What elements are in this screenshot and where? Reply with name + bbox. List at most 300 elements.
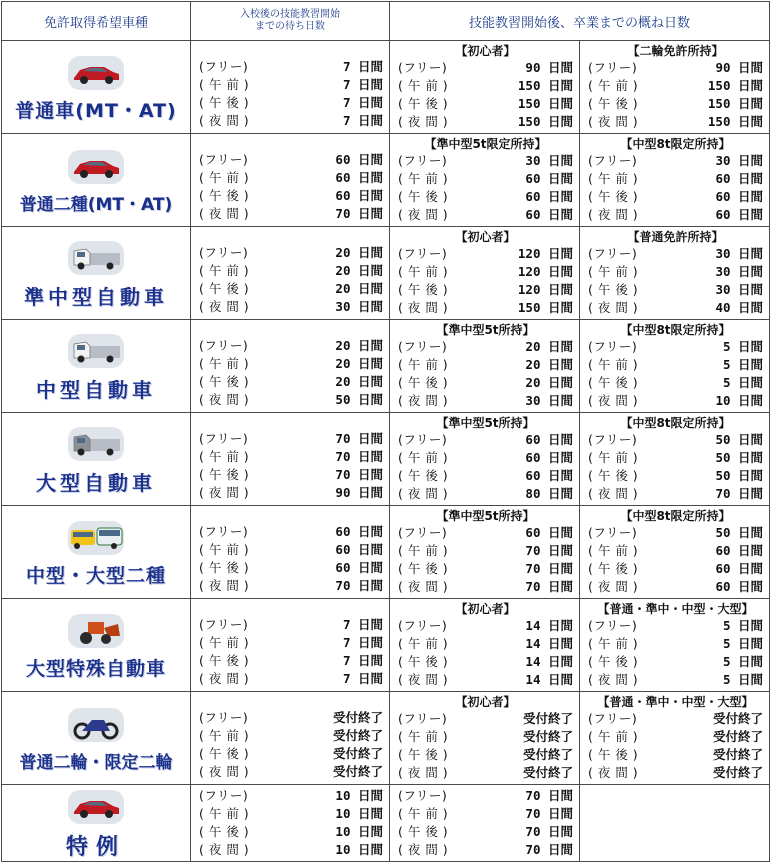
days-value: 50 日間	[335, 392, 383, 407]
license-condition-label: 【初心者】	[455, 230, 516, 244]
days-value: 7 日間	[342, 617, 383, 632]
days-value: 20 日間	[525, 357, 573, 372]
schedule-line	[588, 746, 763, 764]
graduation-days-cell	[390, 506, 580, 599]
schedule-line	[199, 355, 383, 373]
days-value: 受付終了	[522, 711, 573, 726]
session-label: ( 午 後 )	[588, 96, 639, 111]
days-value: 60 日間	[525, 189, 573, 204]
schedule-line	[588, 617, 763, 635]
days-value: 30 日間	[715, 246, 764, 261]
schedule-line	[588, 356, 763, 374]
session-label: (フリー)	[199, 710, 249, 725]
schedule-line	[588, 152, 763, 170]
days-value: 30 日間	[525, 393, 573, 408]
vehicle-name: 普通車(MT・AT)	[15, 99, 177, 122]
session-label: ( 午 後 )	[199, 824, 250, 839]
session-label: ( 午 前 )	[199, 728, 250, 743]
wait-days-cell	[191, 599, 390, 692]
schedule-line	[588, 374, 763, 392]
days-value: 受付終了	[713, 765, 764, 780]
schedule-line	[588, 728, 763, 746]
session-label: ( 夜 間 )	[588, 486, 639, 501]
session-label: ( 夜 間 )	[588, 114, 639, 129]
graduation-days-list	[390, 227, 579, 319]
days-value: 50 日間	[715, 450, 764, 465]
days-value: 受付終了	[522, 765, 573, 780]
graduation-days-cell	[390, 785, 580, 862]
schedule-line	[199, 298, 383, 316]
session-label: ( 午 前 )	[588, 543, 639, 558]
schedule-line	[199, 709, 383, 727]
graduation-days-list	[390, 41, 579, 133]
days-value: 70 日間	[335, 206, 383, 221]
days-value: 60 日間	[715, 189, 764, 204]
schedule-line	[398, 578, 573, 596]
session-label: ( 午 前 )	[398, 357, 449, 372]
days-value: 70 日間	[525, 824, 573, 839]
session-label: ( 夜 間 )	[588, 300, 639, 315]
session-label: ( 午 後 )	[398, 561, 449, 576]
wait-days-cell	[191, 785, 390, 862]
schedule-line	[398, 338, 573, 356]
graduation-days-list	[580, 134, 769, 226]
vehicle-cell	[2, 320, 191, 413]
session-label: ( 午 前 )	[199, 806, 250, 821]
session-label: (フリー)	[398, 788, 448, 803]
days-value: 60 日間	[335, 542, 383, 557]
schedule-line	[398, 617, 573, 635]
days-value: 受付終了	[522, 729, 573, 744]
graduation-days-list	[390, 134, 579, 226]
graduation-days-list	[390, 320, 579, 412]
schedule-line	[199, 559, 383, 577]
graduation-days-cell	[390, 599, 580, 692]
schedule-line	[398, 77, 573, 95]
license-condition-label: 【初心者】	[455, 695, 516, 709]
days-value: 70 日間	[335, 578, 383, 593]
header-graduation-days: 技能教習開始後、卒業までの概ね日数	[390, 2, 770, 41]
days-value: 受付終了	[713, 747, 764, 762]
days-value: 70 日間	[525, 543, 573, 558]
schedule-line	[199, 151, 383, 169]
days-value: 60 日間	[715, 579, 764, 594]
days-value: 20 日間	[335, 245, 383, 260]
red-car-icon	[2, 150, 190, 188]
schedule-line	[398, 206, 573, 224]
graduation-days-cell	[580, 227, 770, 320]
wait-days-list	[191, 321, 389, 411]
schedule-line	[398, 805, 573, 823]
session-label: ( 午 後 )	[588, 375, 639, 390]
schedule-line	[199, 841, 383, 859]
header-wait-days-line2: までの待ち日数	[255, 21, 325, 32]
session-label: ( 午 前 )	[398, 806, 449, 821]
session-label: ( 午 後 )	[199, 467, 250, 482]
graduation-days-list	[580, 413, 769, 505]
schedule-line	[398, 542, 573, 560]
days-value: 150 日間	[707, 96, 764, 111]
session-label: ( 午 前 )	[199, 635, 250, 650]
vehicle-name: 普通二輪・限定二輪	[19, 752, 173, 773]
session-label: ( 午 後 )	[199, 374, 250, 389]
license-condition-label: 【中型8t限定所持】	[620, 137, 731, 151]
days-value: 60 日間	[335, 188, 383, 203]
schedule-line	[398, 95, 573, 113]
session-label: ( 午 後 )	[398, 189, 449, 204]
graduation-days-cell	[390, 692, 580, 785]
session-label: ( 午 後 )	[398, 375, 449, 390]
session-label: ( 午 後 )	[199, 560, 250, 575]
days-value: 150 日間	[517, 96, 573, 111]
session-label: ( 午 後 )	[588, 282, 639, 297]
schedule-line	[199, 823, 383, 841]
session-label: (フリー)	[199, 338, 249, 353]
schedule-line	[588, 113, 763, 131]
table-row	[2, 413, 770, 506]
graduation-days-list	[580, 506, 769, 598]
session-label: ( 夜 間 )	[398, 579, 449, 594]
session-label: ( 午 前 )	[199, 77, 250, 92]
schedule-line	[588, 542, 763, 560]
session-label: ( 午 後 )	[398, 96, 449, 111]
header-wait-days	[191, 2, 390, 41]
schedule-line	[199, 76, 383, 94]
schedule-line	[588, 281, 763, 299]
table-row	[2, 785, 770, 862]
schedule-line	[398, 449, 573, 467]
graduation-days-list	[390, 413, 579, 505]
motorcycle-icon	[2, 708, 190, 746]
license-condition-label: 【準中型5t所持】	[436, 509, 535, 523]
graduation-days-list	[390, 506, 579, 598]
schedule-line	[199, 94, 383, 112]
graduation-days-cell	[580, 413, 770, 506]
schedule-table	[1, 1, 770, 862]
days-value: 60 日間	[335, 152, 383, 167]
wait-days-list	[191, 785, 389, 861]
license-condition-label: 【準中型5t所持】	[436, 416, 535, 430]
session-label: (フリー)	[199, 788, 249, 803]
schedule-line	[588, 467, 763, 485]
session-label: ( 夜 間 )	[398, 486, 449, 501]
schedule-line	[398, 281, 573, 299]
session-label: ( 夜 間 )	[199, 578, 250, 593]
days-value: 150 日間	[517, 78, 573, 93]
schedule-line	[199, 577, 383, 595]
vehicle-name: 普通二種(MT・AT)	[19, 194, 173, 215]
schedule-line	[398, 152, 573, 170]
graduation-days-list	[580, 692, 769, 784]
session-label: (フリー)	[398, 711, 448, 726]
days-value: 5 日間	[722, 618, 764, 633]
days-value: 20 日間	[525, 339, 573, 354]
session-label: ( 午 前 )	[588, 729, 639, 744]
days-value: 90 日間	[525, 60, 573, 75]
schedule-line	[199, 763, 383, 781]
schedule-line	[398, 467, 573, 485]
small-truck-icon	[2, 241, 190, 279]
license-condition-label: 【中型8t限定所持】	[620, 509, 731, 523]
days-value: 5 日間	[722, 375, 764, 390]
days-value: 30 日間	[715, 282, 764, 297]
session-label: (フリー)	[398, 618, 448, 633]
days-value: 150 日間	[707, 78, 764, 93]
days-value: 40 日間	[715, 300, 764, 315]
license-condition-label: 【準中型5t所持】	[436, 323, 535, 337]
session-label: ( 午 後 )	[398, 654, 449, 669]
graduation-days-cell	[390, 134, 580, 227]
session-label: ( 午 前 )	[398, 543, 449, 558]
schedule-line	[398, 356, 573, 374]
schedule-line	[199, 112, 383, 130]
days-value: 60 日間	[525, 432, 573, 447]
schedule-line	[588, 245, 763, 263]
days-value: 60 日間	[525, 525, 573, 540]
session-label: ( 夜 間 )	[199, 392, 250, 407]
session-label: ( 午 前 )	[398, 78, 449, 93]
session-label: ( 夜 間 )	[398, 207, 449, 222]
wait-days-cell	[191, 692, 390, 785]
session-label: (フリー)	[398, 432, 448, 447]
graduation-days-cell	[580, 692, 770, 785]
graduation-days-list	[580, 320, 769, 412]
days-value: 60 日間	[335, 560, 383, 575]
vehicle-cell	[2, 506, 191, 599]
days-value: 受付終了	[332, 746, 383, 761]
days-value: 150 日間	[517, 300, 573, 315]
vehicle-name: 大型自動車	[36, 470, 156, 495]
schedule-line	[398, 823, 573, 841]
session-label: (フリー)	[398, 339, 448, 354]
days-value: 60 日間	[525, 207, 573, 222]
session-label: ( 午 前 )	[398, 729, 449, 744]
wait-days-list	[191, 42, 389, 132]
graduation-days-list	[580, 227, 769, 319]
graduation-days-cell	[580, 785, 770, 862]
schedule-line	[199, 391, 383, 409]
schedule-line	[199, 541, 383, 559]
vehicle-name: 特例	[65, 834, 126, 860]
days-value: 90 日間	[335, 485, 383, 500]
days-value: 60 日間	[715, 561, 764, 576]
days-value: 20 日間	[335, 281, 383, 296]
session-label: (フリー)	[588, 153, 638, 168]
schedule-line	[199, 745, 383, 763]
schedule-line	[398, 787, 573, 805]
session-label: ( 午 後 )	[398, 468, 449, 483]
days-value: 5 日間	[722, 339, 764, 354]
days-value: 7 日間	[342, 113, 383, 128]
schedule-line	[588, 578, 763, 596]
session-label: ( 夜 間 )	[199, 671, 250, 686]
graduation-days-list	[390, 599, 579, 691]
schedule-line	[588, 338, 763, 356]
graduation-days-cell	[390, 413, 580, 506]
days-value: 14 日間	[525, 618, 573, 633]
session-label: (フリー)	[588, 246, 638, 261]
session-label: ( 午 前 )	[398, 264, 449, 279]
schedule-line	[588, 449, 763, 467]
days-value: 7 日間	[342, 635, 383, 650]
schedule-line	[398, 188, 573, 206]
session-label: (フリー)	[199, 59, 249, 74]
days-value: 7 日間	[342, 77, 383, 92]
session-label: (フリー)	[199, 524, 249, 539]
schedule-line	[588, 59, 763, 77]
session-label: (フリー)	[588, 339, 638, 354]
schedule-line	[588, 653, 763, 671]
days-value: 120 日間	[517, 264, 573, 279]
session-label: ( 午 後 )	[588, 654, 639, 669]
session-label: ( 夜 間 )	[398, 300, 449, 315]
vehicle-cell	[2, 227, 191, 320]
wait-days-list	[191, 693, 389, 783]
days-value: 150 日間	[707, 114, 764, 129]
table-row	[2, 692, 770, 785]
session-label: ( 夜 間 )	[398, 842, 449, 857]
session-label: ( 夜 間 )	[199, 113, 250, 128]
vehicle-name: 中型自動車	[36, 377, 156, 402]
days-value: 7 日間	[342, 653, 383, 668]
wait-days-cell	[191, 413, 390, 506]
schedule-line	[199, 373, 383, 391]
session-label: ( 午 前 )	[398, 450, 449, 465]
schedule-line	[588, 206, 763, 224]
graduation-days-list	[390, 785, 579, 861]
days-value: 受付終了	[713, 729, 764, 744]
session-label: ( 午 前 )	[588, 171, 639, 186]
session-label: ( 午 後 )	[398, 747, 449, 762]
session-label: (フリー)	[588, 525, 638, 540]
schedule-line	[588, 95, 763, 113]
session-label: ( 夜 間 )	[588, 672, 639, 687]
session-label: ( 午 前 )	[199, 542, 250, 557]
wait-days-list	[191, 600, 389, 690]
session-label: ( 夜 間 )	[588, 765, 639, 780]
days-value: 10 日間	[335, 788, 383, 803]
vehicle-name: 準中型自動車	[24, 284, 168, 309]
session-label: ( 夜 間 )	[199, 764, 250, 779]
session-label: ( 夜 間 )	[588, 579, 639, 594]
days-value: 20 日間	[335, 356, 383, 371]
red-sedan-icon	[2, 56, 190, 94]
table-row	[2, 41, 770, 134]
session-label: ( 午 前 )	[588, 264, 639, 279]
days-value: 70 日間	[525, 579, 573, 594]
table-body	[2, 41, 770, 862]
vehicle-cell	[2, 41, 191, 134]
days-value: 受付終了	[522, 747, 573, 762]
days-value: 60 日間	[525, 171, 573, 186]
session-label: ( 午 後 )	[588, 468, 639, 483]
schedule-line	[199, 262, 383, 280]
days-value: 30 日間	[715, 153, 764, 168]
license-condition-label: 【中型8t限定所持】	[620, 416, 731, 430]
license-condition-label: 【初心者】	[455, 602, 516, 616]
days-value: 14 日間	[525, 636, 573, 651]
schedule-line	[199, 58, 383, 76]
schedule-line	[199, 337, 383, 355]
days-value: 90 日間	[715, 60, 764, 75]
schedule-line	[398, 113, 573, 131]
schedule-line	[398, 635, 573, 653]
days-value: 10 日間	[335, 842, 383, 857]
red-car-icon	[2, 790, 190, 828]
license-condition-label: 【中型8t限定所持】	[620, 323, 731, 337]
bus-icon	[2, 521, 190, 559]
session-label: (フリー)	[588, 618, 638, 633]
session-label: (フリー)	[588, 60, 638, 75]
graduation-days-cell	[580, 506, 770, 599]
graduation-days-cell	[390, 41, 580, 134]
schedule-line	[199, 448, 383, 466]
session-label: ( 午 後 )	[588, 747, 639, 762]
session-label: (フリー)	[588, 711, 638, 726]
days-value: 10 日間	[335, 824, 383, 839]
schedule-line	[588, 188, 763, 206]
session-label: ( 夜 間 )	[199, 485, 250, 500]
schedule-line	[398, 728, 573, 746]
session-label: ( 午 前 )	[588, 78, 639, 93]
days-value: 60 日間	[525, 450, 573, 465]
schedule-line	[199, 523, 383, 541]
session-label: ( 夜 間 )	[588, 207, 639, 222]
session-label: ( 午 後 )	[398, 282, 449, 297]
session-label: ( 午 前 )	[199, 170, 250, 185]
schedule-line	[398, 431, 573, 449]
graduation-days-cell	[580, 134, 770, 227]
schedule-line	[199, 787, 383, 805]
schedule-line	[199, 805, 383, 823]
days-value: 80 日間	[525, 486, 573, 501]
schedule-line	[398, 392, 573, 410]
days-value: 20 日間	[335, 263, 383, 278]
graduation-days-list	[580, 41, 769, 133]
schedule-line	[199, 280, 383, 298]
days-value: 7 日間	[342, 671, 383, 686]
wait-days-cell	[191, 134, 390, 227]
session-label: ( 夜 間 )	[199, 299, 250, 314]
schedule-line	[588, 671, 763, 689]
session-label: ( 午 前 )	[199, 449, 250, 464]
tractor-icon	[2, 614, 190, 652]
session-label: ( 午 後 )	[199, 188, 250, 203]
schedule-line	[199, 466, 383, 484]
wait-days-list	[191, 507, 389, 597]
days-value: 20 日間	[335, 338, 383, 353]
vehicle-name: 中型・大型二種	[25, 564, 166, 587]
schedule-line	[398, 299, 573, 317]
schedule-line	[588, 431, 763, 449]
days-value: 7 日間	[342, 95, 383, 110]
session-label: ( 午 前 )	[199, 356, 250, 371]
session-label: ( 午 後 )	[398, 824, 449, 839]
days-value: 受付終了	[332, 764, 383, 779]
days-value: 受付終了	[713, 711, 764, 726]
days-value: 120 日間	[517, 246, 573, 261]
days-value: 7 日間	[342, 59, 383, 74]
schedule-line	[588, 299, 763, 317]
days-value: 150 日間	[517, 114, 573, 129]
schedule-line	[588, 170, 763, 188]
graduation-days-list	[390, 692, 579, 784]
vehicle-cell	[2, 692, 191, 785]
wait-days-list	[191, 228, 389, 318]
schedule-line	[588, 77, 763, 95]
schedule-line	[398, 841, 573, 859]
session-label: ( 午 前 )	[398, 636, 449, 651]
